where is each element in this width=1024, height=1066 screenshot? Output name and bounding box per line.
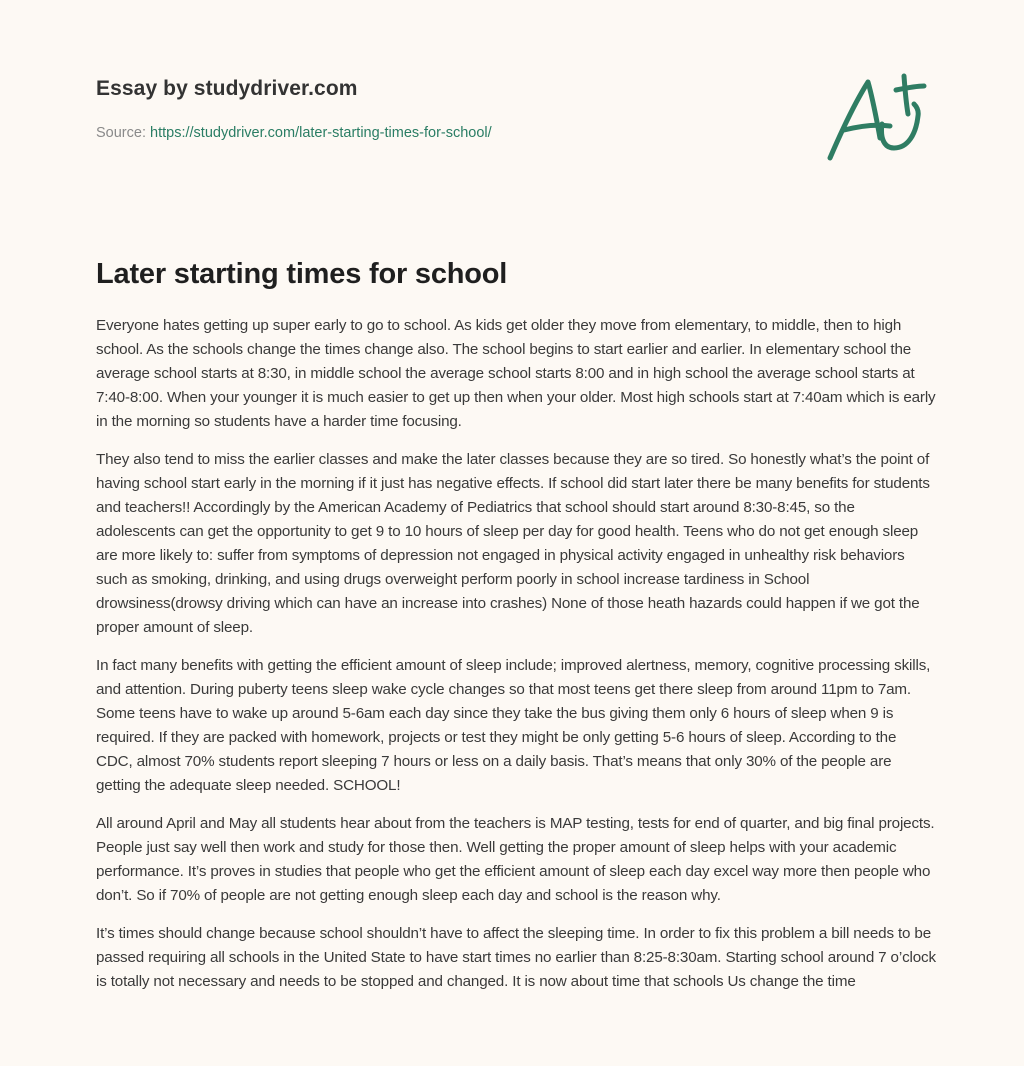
source-label: Source: (96, 125, 146, 141)
paragraph: In fact many benefits with getting the efficient amount of sleep include; improved alertness, memory, cognitive processing skills, and attention. During puberty teens sleep wake cycle changes so that most teens get there sleep from around 11pm to 7am. Some teens have to wake up around 5-6am each day since they take the bus giving them only 6 hours of sleep when 9 is required. If they are packed with homework, projects or test they might be only getting 5-6 hours of sleep. According to the CDC, almost 70% students report sleeping 7 hours or less on a daily basis. That’s means that only 30% of the people are getting the adequate sleep needed. SCHOOL! (96, 657, 931, 794)
source-line (96, 123, 928, 143)
a-plus-grade-icon (820, 64, 932, 168)
paragraph: Everyone hates getting up super early to go to school. As kids get older they move from elementary, to middle, then to high school. As the schools change the times change also. The school begins to start earlier and earlier. In elementary school the average school starts at 8:30, in middle school the average school starts 8:00 and in high school the average school starts at 7:40-8:00. When your younger it is much easier to get up then when your older. Most high schools start at 7:40am which is early in the morning so students have a harder time focusing. (96, 317, 936, 430)
essay-body (96, 314, 936, 1008)
site-title: Essay by studydriver.com (96, 77, 358, 100)
paragraph: It’s times should change because school shouldn’t have to affect the sleeping time. In order to fix this problem a bill needs to be passed requiring all schools in the United State to have start times no earlier than 8:25-8:30am. Starting school around 7 o’clock is totally not necessary and needs to be stopped and changed. It is now about time that schools Us change the time (96, 925, 936, 990)
page-header (96, 74, 928, 143)
paragraph: They also tend to miss the earlier classes and make the later classes because they are so tired. So honestly what’s the point of having school start early in the morning if it just has negative effects. If school did start later there be many benefits for students and teachers!! Accordingly by the American Academy of Pediatrics that school should start around 8:30-8:45, so the adolescents can get the opportunity to get 9 to 10 hours of sleep per day for good health. Teens who do not get enough sleep are more likely to: suffer from symptoms of depression not engaged in physical activity engaged in unhealthy risk behaviors such as smoking, drinking, and using drugs overweight perform poorly in school increase tardiness in School drowsiness(drowsy driving which can have an increase into crashes) None of those heath hazards could happen if we got the proper amount of sleep. (96, 451, 930, 636)
essay-title: Later starting times for school (96, 258, 508, 290)
source-link[interactable]: https://studydriver.com/later-starting-times-for-school/ (150, 125, 492, 141)
paragraph: All around April and May all students hear about from the teachers is MAP testing, tests for end of quarter, and big final projects. People just say well then work and study for those then. Well getting the proper amount of sleep helps with your academic performance. It’s proves in studies that people who get the efficient amount of sleep each day excel way more then people who don’t. So if 70% of people are not getting enough sleep each day and school is the reason why. (96, 815, 935, 904)
